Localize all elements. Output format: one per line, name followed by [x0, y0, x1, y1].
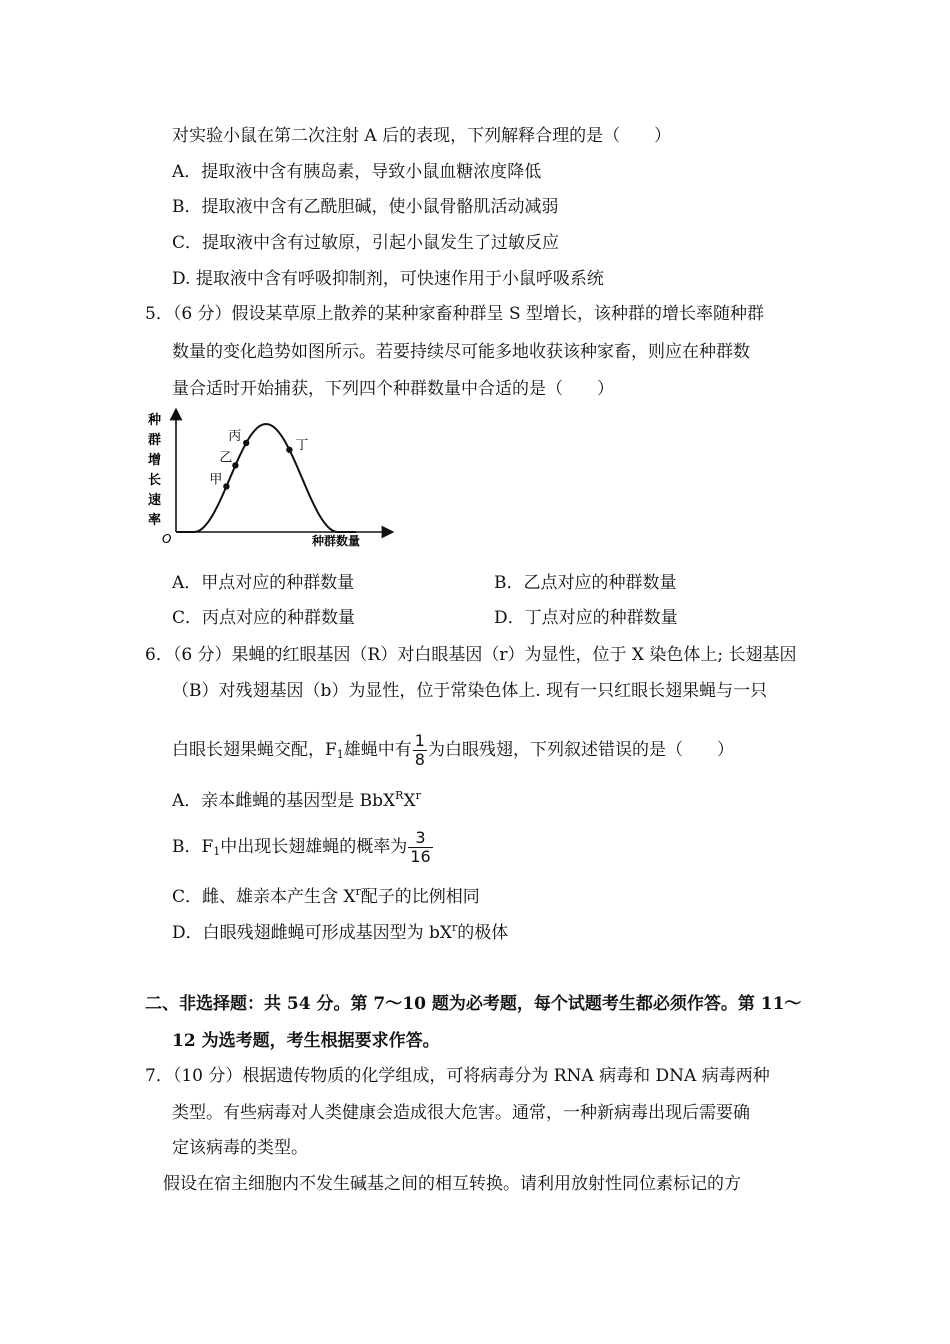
q5-option-a: A．甲点对应的种群数量 — [172, 573, 355, 593]
point-乙 — [232, 462, 238, 468]
q4-stem: 对实验小鼠在第二次注射 A 后的表现，下列解释合理的是（ ） — [172, 126, 672, 146]
y-axis-label-char: 增 — [148, 453, 162, 468]
q6-line3: 白眼长翅果蝇交配，$F_1$雄蝇中有 $\frac{1}{8}$ 为白眼残翅，下列叙述错误的是（ ） — [172, 731, 734, 769]
q4-option-a: A．提取液中含有胰岛素，导致小鼠血糖浓度降低 — [172, 162, 542, 182]
point-丙 — [243, 440, 249, 446]
q7-line1: 7．（10 分）根据遗传物质的化学组成，可将病毒分为 RNA 病毒和 DNA 病毒两种 — [145, 1066, 770, 1086]
point-label-乙: 乙 — [219, 450, 233, 466]
q6-option-d: D．白眼残翅雌蝇可形成基因型为 $bX^r$的极体 — [172, 921, 509, 943]
q7-line2: 类型。有些病毒对人类健康会造成很大危害。通常，一种新病毒出现后需要确 — [172, 1103, 750, 1123]
section2-heading-line2: 12 为选考题，考生根据要求作答。 — [172, 1031, 440, 1051]
y-axis-label-char: 长 — [148, 473, 162, 488]
point-甲 — [223, 483, 229, 489]
q5-line1: 5．（6 分）假设某草原上散养的某种家畜种群呈 S 型增长，该种群的增长率随种群 — [145, 304, 764, 324]
fraction-three-sixteenths: $\frac{3}{16}$ — [410, 828, 431, 866]
fraction-one-eighth: $\frac{1}{8}$ — [414, 731, 425, 769]
y-axis-label-char: 种 — [148, 413, 162, 428]
q6-line2: （B）对残翅基因（b）为显性，位于常染色体上. 现有一只红眼长翅果蝇与一只 — [172, 681, 768, 701]
q7-line4: 假设在宿主细胞内不发生碱基之间的相互转换。请利用放射性同位素标记的方 — [163, 1174, 741, 1194]
q4-option-d: D. 提取液中含有呼吸抑制剂，可快速作用于小鼠呼吸系统 — [172, 269, 604, 289]
y-axis-label — [147, 412, 162, 528]
q5-option-b: B．乙点对应的种群数量 — [494, 573, 677, 593]
q4-option-b: B．提取液中含有乙酰胆碱，使小鼠骨骼肌活动减弱 — [172, 197, 559, 217]
point-label-丁: 丁 — [295, 437, 309, 453]
q6-option-a: A．亲本雌蝇的基因型是 $BbX^RX^r$ — [172, 789, 421, 811]
q5-option-c: C．丙点对应的种群数量 — [172, 608, 356, 628]
q5-line3: 量合适时开始捕获，下列四个种群数量中合适的是（ ） — [172, 379, 614, 399]
q4-option-c: C．提取液中含有过敏原，引起小鼠发生了过敏反应 — [172, 233, 560, 253]
growth-rate-chart — [140, 408, 400, 553]
origin-label: O — [162, 532, 172, 546]
q6-option-c: C．雌、雄亲本产生含 $X^r$配子的比例相同 — [172, 885, 480, 907]
q6-line1: 6．（6 分）果蝇的红眼基因（R）对白眼基因（r）为显性，位于 X 染色体上; 长翅基因 — [145, 645, 797, 665]
growth-curve — [176, 424, 356, 532]
q5-line2: 数量的变化趋势如图所示。若要持续尽可能多地收获该种家畜，则应在种群数 — [172, 342, 750, 362]
point-label-丙: 丙 — [228, 428, 242, 444]
y-axis-label-char: 率 — [148, 513, 162, 528]
section2-heading-line1: 二、非选择题：共 54 分。第 7～10 题为必考题，每个试题考生都必须作答。第 11～ — [145, 994, 802, 1014]
point-label-甲: 甲 — [209, 472, 223, 488]
y-axis-label-char: 群 — [148, 433, 162, 448]
point-丁 — [286, 447, 292, 453]
q7-line3: 定该病毒的类型。 — [172, 1138, 308, 1158]
x-axis-label: 种群数量 — [312, 534, 361, 548]
q5-option-d: D．丁点对应的种群数量 — [494, 608, 678, 628]
q6-option-b: B．$F_1$中出现长翅雄蝇的概率为 $\frac{3}{16}$ — [172, 828, 431, 866]
y-axis-label-char: 速 — [148, 493, 162, 508]
